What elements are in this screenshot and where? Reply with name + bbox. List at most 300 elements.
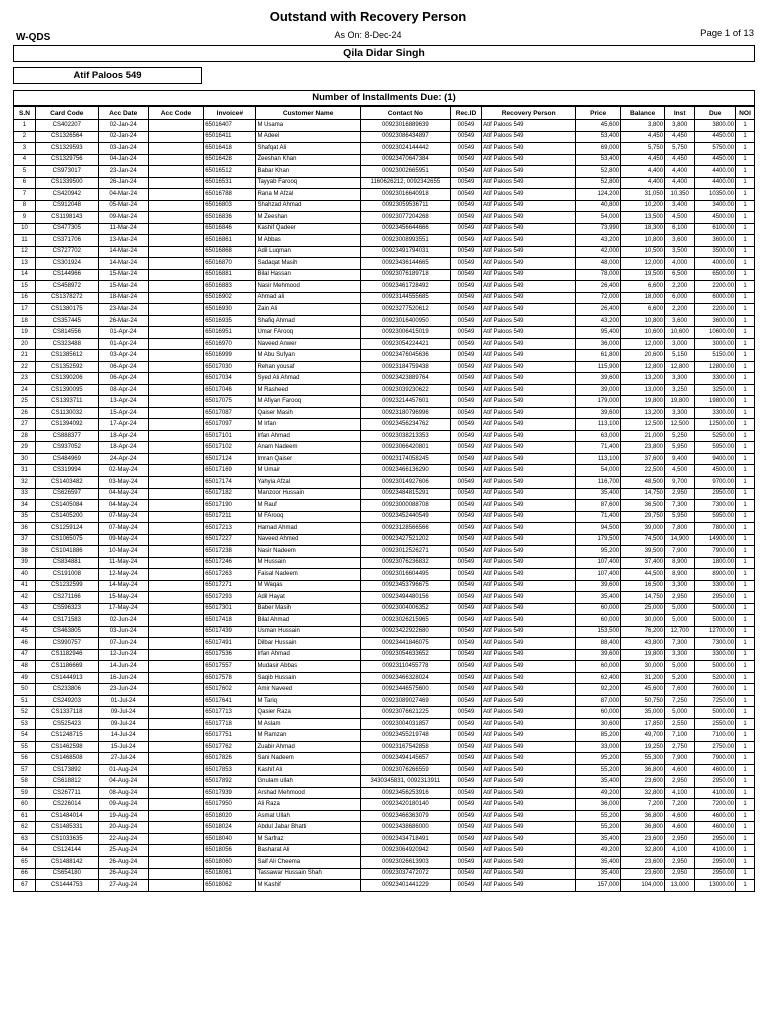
table-row [14, 741, 755, 753]
due-cell: 2950.00 [695, 868, 736, 880]
recovery-person-cell: Atif Paloos 549 [482, 350, 576, 362]
acc-date-cell: 08-Apr-24 [98, 384, 148, 396]
rec-id-cell: 00549 [450, 120, 481, 132]
table-row [14, 592, 755, 604]
rec-id-cell: 00549 [450, 338, 481, 350]
invoice-cell: 65018020 [204, 810, 256, 822]
customer-name-cell: Ali Raza [256, 799, 361, 811]
noi-cell: 1 [736, 269, 755, 281]
rec-id-cell: 00549 [450, 511, 481, 523]
table-row [14, 258, 755, 270]
due-cell: 4600.00 [695, 764, 736, 776]
contact-no-cell: 00923434718491 [360, 833, 450, 845]
balance-cell: 10,600 [621, 327, 665, 339]
noi-cell: 1 [736, 338, 755, 350]
balance-cell: 35,000 [621, 707, 665, 719]
inst-cell: 5,150 [665, 350, 695, 362]
table-row [14, 661, 755, 673]
acc-code-cell [148, 269, 203, 281]
column-header: S.N [14, 107, 36, 120]
sn-cell: 63 [14, 833, 36, 845]
invoice-cell: 65016788 [204, 189, 256, 201]
acc-code-cell [148, 430, 203, 442]
customer-name-cell: Shafqat Ali [256, 143, 361, 155]
column-header: NOI [736, 107, 755, 120]
card-code-cell: CS1326564 [35, 131, 98, 143]
due-cell: 3300.00 [695, 580, 736, 592]
table-row [14, 580, 755, 592]
balance-cell: 18,000 [621, 292, 665, 304]
sn-cell: 60 [14, 799, 36, 811]
acc-code-cell [148, 569, 203, 581]
contact-no-cell: 00923038213353 [360, 430, 450, 442]
acc-date-cell: 07-May-24 [98, 523, 148, 535]
sn-cell: 20 [14, 338, 36, 350]
due-cell: 4600.00 [695, 810, 736, 822]
balance-cell: 25,000 [621, 603, 665, 615]
table-row [14, 396, 755, 408]
table-row [14, 281, 755, 293]
acc-code-cell [148, 707, 203, 719]
balance-cell: 31,200 [621, 672, 665, 684]
customer-name-cell: Abdul Jabar Bhatti [256, 822, 361, 834]
customer-name-cell: M Ramzan [256, 730, 361, 742]
invoice-cell: 65017046 [204, 384, 256, 396]
acc-date-cell: 15-Mar-24 [98, 269, 148, 281]
table-row [14, 707, 755, 719]
due-cell: 2950.00 [695, 592, 736, 604]
customer-name-cell: Tassawar Hussain Shah [256, 868, 361, 880]
noi-cell: 1 [736, 615, 755, 627]
balance-cell: 23,800 [621, 442, 665, 454]
contact-no-cell: 00923000088708 [360, 500, 450, 512]
contact-no-cell: 00923446575600 [360, 684, 450, 696]
table-row [14, 430, 755, 442]
price-cell: 69,000 [576, 143, 621, 155]
customer-name-cell: Mudasir Abbas [256, 661, 361, 673]
acc-date-cell: 16-Jun-24 [98, 672, 148, 684]
table-row [14, 131, 755, 143]
acc-code-cell [148, 442, 203, 454]
card-code-cell: CS990757 [35, 638, 98, 650]
rec-id-cell: 00549 [450, 269, 481, 281]
invoice-cell: 65017853 [204, 764, 256, 776]
customer-name-cell: Qasier Raza [256, 707, 361, 719]
card-code-cell: CS271166 [35, 592, 98, 604]
due-cell: 3800.00 [695, 120, 736, 132]
table-row [14, 557, 755, 569]
rec-id-cell: 00549 [450, 246, 481, 258]
table-row [14, 154, 755, 166]
due-cell: 9400.00 [695, 453, 736, 465]
invoice-cell: 65017034 [204, 373, 256, 385]
customer-name-cell: Sadaqat Masih [256, 258, 361, 270]
contact-no-cell: 00923002665951 [360, 166, 450, 178]
recovery-person-cell: Atif Paloos 549 [482, 546, 576, 558]
table-row [14, 442, 755, 454]
table-row [14, 868, 755, 880]
noi-cell: 1 [736, 557, 755, 569]
acc-date-cell: 04-Jan-24 [98, 154, 148, 166]
recovery-person-cell: Atif Paloos 549 [482, 327, 576, 339]
table-row [14, 327, 755, 339]
price-cell: 60,000 [576, 707, 621, 719]
due-cell: 2950.00 [695, 488, 736, 500]
price-cell: 35,400 [576, 488, 621, 500]
balance-cell: 21,000 [621, 430, 665, 442]
rec-id-cell: 00549 [450, 189, 481, 201]
sn-cell: 31 [14, 465, 36, 477]
customer-name-cell: M Usama [256, 120, 361, 132]
rec-id-cell: 00549 [450, 799, 481, 811]
sn-cell: 15 [14, 281, 36, 293]
rec-id-cell: 00549 [450, 592, 481, 604]
price-cell: 78,000 [576, 269, 621, 281]
balance-cell: 19,800 [621, 649, 665, 661]
customer-name-cell: Adil Luqman [256, 246, 361, 258]
contact-no-cell: 00923039230622 [360, 384, 450, 396]
price-cell: 115,900 [576, 361, 621, 373]
inst-cell: 3,000 [665, 338, 695, 350]
card-code-cell: CS1033635 [35, 833, 98, 845]
balance-cell: 16,500 [621, 580, 665, 592]
outstanding-table [13, 106, 755, 892]
price-cell: 60,000 [576, 603, 621, 615]
balance-cell: 37,400 [621, 557, 665, 569]
acc-date-cell: 12-Jun-24 [98, 649, 148, 661]
acc-date-cell: 09-Jul-24 [98, 718, 148, 730]
table-row [14, 626, 755, 638]
inst-cell: 4,450 [665, 131, 695, 143]
inst-cell: 2,550 [665, 718, 695, 730]
invoice-cell: 65016428 [204, 154, 256, 166]
contact-no-cell: 00923452440549 [360, 511, 450, 523]
due-cell: 7900.00 [695, 546, 736, 558]
price-cell: 53,400 [576, 131, 621, 143]
noi-cell: 1 [736, 189, 755, 201]
recovery-person-cell: Atif Paloos 549 [482, 223, 576, 235]
recovery-person-cell: Atif Paloos 549 [482, 442, 576, 454]
due-cell: 7250.00 [695, 695, 736, 707]
inst-cell: 2,950 [665, 857, 695, 869]
recovery-person-cell: Atif Paloos 549 [482, 868, 576, 880]
acc-code-cell [148, 661, 203, 673]
recovery-person-cell: Atif Paloos 549 [482, 523, 576, 535]
invoice-cell: 65017950 [204, 799, 256, 811]
customer-name-cell: Bilal Ahmad [256, 615, 361, 627]
contact-no-cell: 00923436144665 [360, 258, 450, 270]
acc-code-cell [148, 292, 203, 304]
due-cell: 3000.00 [695, 338, 736, 350]
acc-code-cell [148, 488, 203, 500]
inst-cell: 3,300 [665, 407, 695, 419]
customer-name-cell: Zain Ali [256, 304, 361, 316]
acc-date-cell: 24-Apr-24 [98, 453, 148, 465]
card-code-cell: CS727702 [35, 246, 98, 258]
balance-cell: 39,000 [621, 523, 665, 535]
inst-cell: 7,200 [665, 799, 695, 811]
customer-name-cell: Asmat Ullah [256, 810, 361, 822]
price-cell: 107,400 [576, 569, 621, 581]
acc-date-cell: 04-Aug-24 [98, 776, 148, 788]
rec-id-cell: 00549 [450, 500, 481, 512]
inst-cell: 12,500 [665, 419, 695, 431]
recovery-person-cell: Atif Paloos 549 [482, 730, 576, 742]
contact-no-cell: 00923110455778 [360, 661, 450, 673]
sn-cell: 57 [14, 764, 36, 776]
noi-cell: 1 [736, 154, 755, 166]
due-cell: 5000.00 [695, 603, 736, 615]
acc-date-cell: 19-Aug-24 [98, 810, 148, 822]
customer-name-cell: M Kashif [256, 880, 361, 892]
card-code-cell: CS973017 [35, 166, 98, 178]
acc-code-cell [148, 131, 203, 143]
noi-cell: 1 [736, 246, 755, 258]
sn-cell: 48 [14, 661, 36, 673]
acc-code-cell [148, 120, 203, 132]
acc-date-cell: 14-Jun-24 [98, 661, 148, 673]
card-code-cell: CS484969 [35, 453, 98, 465]
table-row [14, 615, 755, 627]
inst-cell: 2,950 [665, 488, 695, 500]
due-cell: 19800.00 [695, 396, 736, 408]
acc-date-cell: 08-Aug-24 [98, 787, 148, 799]
balance-cell: 30,000 [621, 661, 665, 673]
recovery-person-cell: Atif Paloos 549 [482, 407, 576, 419]
card-code-cell: CS371706 [35, 235, 98, 247]
inst-cell: 3,600 [665, 315, 695, 327]
price-cell: 33,000 [576, 741, 621, 753]
invoice-cell: 65017536 [204, 649, 256, 661]
sn-cell: 22 [14, 361, 36, 373]
inst-cell: 6,100 [665, 223, 695, 235]
card-code-cell: CS420942 [35, 189, 98, 201]
customer-name-cell: M Zeeshan [256, 212, 361, 224]
acc-code-cell [148, 166, 203, 178]
invoice-cell: 65017169 [204, 465, 256, 477]
recovery-person-cell: Atif Paloos 549 [482, 684, 576, 696]
invoice-cell: 65016881 [204, 269, 256, 281]
recovery-person-cell: Atif Paloos 549 [482, 258, 576, 270]
inst-cell: 7,900 [665, 546, 695, 558]
recovery-person-cell: Atif Paloos 549 [482, 799, 576, 811]
due-cell: 4000.00 [695, 258, 736, 270]
price-cell: 52,800 [576, 166, 621, 178]
customer-name-cell: Shafiq Ahmad [256, 315, 361, 327]
rec-id-cell: 00549 [450, 304, 481, 316]
rec-id-cell: 00549 [450, 580, 481, 592]
table-row [14, 880, 755, 892]
due-cell: 4400.00 [695, 166, 736, 178]
acc-date-cell: 22-Aug-24 [98, 833, 148, 845]
balance-cell: 6,600 [621, 304, 665, 316]
table-row [14, 810, 755, 822]
acc-date-cell: 15-May-24 [98, 592, 148, 604]
price-cell: 40,800 [576, 200, 621, 212]
sn-cell: 58 [14, 776, 36, 788]
contact-no-cell: 00923277520612 [360, 304, 450, 316]
noi-cell: 1 [736, 672, 755, 684]
price-cell: 39,600 [576, 407, 621, 419]
rec-id-cell: 00549 [450, 880, 481, 892]
rec-id-cell: 00549 [450, 327, 481, 339]
recovery-person-cell: Atif Paloos 549 [482, 603, 576, 615]
inst-cell: 6,500 [665, 269, 695, 281]
rec-id-cell: 00549 [450, 546, 481, 558]
customer-name-cell: Baber Masih [256, 603, 361, 615]
card-code-cell: CS124144 [35, 845, 98, 857]
table-row [14, 684, 755, 696]
inst-cell: 13,000 [665, 880, 695, 892]
inst-cell: 4,400 [665, 166, 695, 178]
customer-name-cell: M Rasheed [256, 384, 361, 396]
inst-cell: 3,250 [665, 384, 695, 396]
sn-cell: 24 [14, 384, 36, 396]
acc-code-cell [148, 246, 203, 258]
balance-cell: 3,800 [621, 120, 665, 132]
customer-name-cell: M Abbas [256, 235, 361, 247]
price-cell: 113,100 [576, 453, 621, 465]
customer-name-cell: Amir Naveed [256, 684, 361, 696]
contact-no-cell: 00923427521202 [360, 534, 450, 546]
contact-no-cell: 00923453796675 [360, 580, 450, 592]
due-cell: 7800.00 [695, 523, 736, 535]
rec-id-cell: 00549 [450, 626, 481, 638]
noi-cell: 1 [736, 741, 755, 753]
price-cell: 95,200 [576, 546, 621, 558]
rec-id-cell: 00549 [450, 603, 481, 615]
rec-id-cell: 00549 [450, 684, 481, 696]
balance-cell: 36,800 [621, 810, 665, 822]
card-code-cell: CS1405084 [35, 500, 98, 512]
price-cell: 113,100 [576, 419, 621, 431]
table-row [14, 177, 755, 189]
invoice-cell: 65017439 [204, 626, 256, 638]
contact-no-cell: 00923076621225 [360, 707, 450, 719]
acc-date-cell: 02-May-24 [98, 465, 148, 477]
balance-cell: 36,800 [621, 764, 665, 776]
acc-date-cell: 14-Mar-24 [98, 246, 148, 258]
card-code-cell: CS1186669 [35, 661, 98, 673]
invoice-cell: 65016411 [204, 131, 256, 143]
acc-code-cell [148, 638, 203, 650]
sn-cell: 41 [14, 580, 36, 592]
acc-date-cell: 07-May-24 [98, 511, 148, 523]
customer-name-cell: Faisal Nadeem [256, 569, 361, 581]
rec-id-cell: 00549 [450, 845, 481, 857]
acc-date-cell: 15-Jul-24 [98, 741, 148, 753]
acc-code-cell [148, 281, 203, 293]
contact-no-cell: 00923066420801 [360, 442, 450, 454]
acc-code-cell [148, 338, 203, 350]
price-cell: 35,400 [576, 833, 621, 845]
acc-code-cell [148, 235, 203, 247]
rec-id-cell: 00549 [450, 223, 481, 235]
table-row [14, 143, 755, 155]
acc-code-cell [148, 396, 203, 408]
rec-id-cell: 00549 [450, 810, 481, 822]
recovery-person-cell: Atif Paloos 549 [482, 880, 576, 892]
invoice-cell: 65016803 [204, 200, 256, 212]
rec-id-cell: 00549 [450, 857, 481, 869]
acc-code-cell [148, 857, 203, 869]
acc-date-cell: 03-May-24 [98, 476, 148, 488]
contact-no-cell: 00923076236832 [360, 557, 450, 569]
inst-cell: 4,500 [665, 212, 695, 224]
sn-cell: 13 [14, 258, 36, 270]
due-cell: 10350.00 [695, 189, 736, 201]
price-cell: 52,800 [576, 177, 621, 189]
recovery-person-cell: Atif Paloos 549 [482, 430, 576, 442]
balance-cell: 13,200 [621, 407, 665, 419]
table-row [14, 787, 755, 799]
acc-date-cell: 18-Apr-24 [98, 430, 148, 442]
price-cell: 35,400 [576, 868, 621, 880]
sn-cell: 50 [14, 684, 36, 696]
sn-cell: 26 [14, 407, 36, 419]
balance-cell: 23,600 [621, 833, 665, 845]
contact-no-cell: 00923064920942 [360, 845, 450, 857]
acc-code-cell [148, 753, 203, 765]
sn-cell: 8 [14, 200, 36, 212]
contact-no-cell: 00923476045636 [360, 350, 450, 362]
sn-cell: 56 [14, 753, 36, 765]
sn-cell: 14 [14, 269, 36, 281]
contact-no-cell: 00923167542858 [360, 741, 450, 753]
card-code-cell: CS458972 [35, 281, 98, 293]
due-cell: 6500.00 [695, 269, 736, 281]
recovery-person-cell: Atif Paloos 549 [482, 511, 576, 523]
acc-date-cell: 14-Mar-24 [98, 258, 148, 270]
rec-id-cell: 00549 [450, 649, 481, 661]
acc-code-cell [148, 384, 203, 396]
sn-cell: 2 [14, 131, 36, 143]
sn-cell: 39 [14, 557, 36, 569]
price-cell: 124,200 [576, 189, 621, 201]
inst-cell: 5,950 [665, 442, 695, 454]
noi-cell: 1 [736, 373, 755, 385]
acc-date-cell: 18-Mar-24 [98, 292, 148, 304]
price-cell: 73,990 [576, 223, 621, 235]
card-code-cell: CS1378272 [35, 292, 98, 304]
rec-id-cell: 00549 [450, 476, 481, 488]
sn-cell: 12 [14, 246, 36, 258]
noi-cell: 1 [736, 868, 755, 880]
acc-date-cell: 12-May-24 [98, 569, 148, 581]
noi-cell: 1 [736, 350, 755, 362]
sn-cell: 34 [14, 500, 36, 512]
table-row [14, 672, 755, 684]
rec-id-cell: 00549 [450, 718, 481, 730]
contact-no-cell: 00923026215965 [360, 615, 450, 627]
table-row [14, 246, 755, 258]
recovery-person-cell: Atif Paloos 549 [482, 615, 576, 627]
inst-cell: 3,400 [665, 200, 695, 212]
recovery-person-cell: Atif Paloos 549 [482, 246, 576, 258]
branch-code: W-QDS [16, 32, 51, 43]
invoice-cell: 65017751 [204, 730, 256, 742]
invoice-cell: 65017718 [204, 718, 256, 730]
due-cell: 12500.00 [695, 419, 736, 431]
table-row [14, 857, 755, 869]
rec-id-cell: 00549 [450, 776, 481, 788]
due-cell: 9700.00 [695, 476, 736, 488]
noi-cell: 1 [736, 223, 755, 235]
price-cell: 26,400 [576, 281, 621, 293]
card-code-cell: CS402207 [35, 120, 98, 132]
table-row [14, 753, 755, 765]
balance-cell: 23,600 [621, 776, 665, 788]
